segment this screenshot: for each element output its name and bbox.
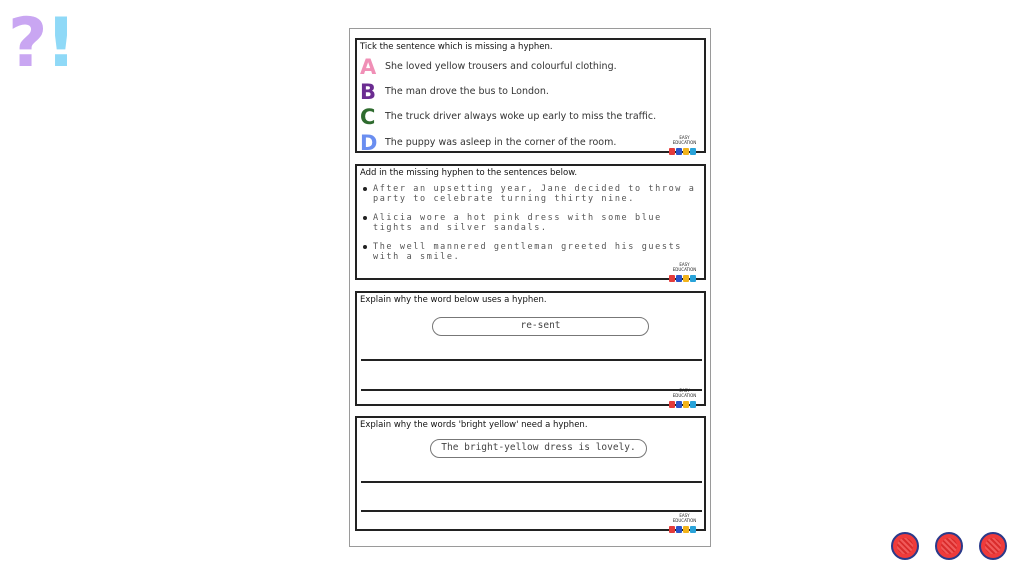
- option-c-text: The truck driver always woke up early to miss the traffic.: [385, 111, 657, 122]
- option-c[interactable]: [360, 106, 690, 128]
- add-hyphen-title: Add in the missing hyphen to the sentences below.: [360, 168, 578, 178]
- easy-education-logo: EASY EDUCATION: [668, 135, 701, 149]
- option-b-text: The man drove the bus to London.: [385, 86, 549, 97]
- red-scribble-circle-icon[interactable]: [935, 532, 963, 560]
- explain-words-title: Explain why the words 'bright yellow' need a hyphen.: [360, 420, 588, 430]
- option-a-text: She loved yellow trousers and colourful clothing.: [385, 61, 617, 72]
- letter-d-icon: D: [360, 131, 378, 155]
- explain-words-section: [355, 416, 706, 531]
- option-d[interactable]: [360, 132, 690, 154]
- explain-word-title: Explain why the word below uses a hyphen.: [360, 295, 547, 305]
- question-mark-icon: ?: [8, 4, 48, 83]
- red-scribble-circle-icon[interactable]: [891, 532, 919, 560]
- tick-section-title: Tick the sentence which is missing a hyphen.: [360, 42, 553, 52]
- sentence-list: [363, 184, 701, 271]
- add-hyphen-section: [355, 164, 706, 280]
- word-pill: re-sent: [432, 317, 649, 336]
- option-a[interactable]: [360, 56, 690, 78]
- explain-word-section: [355, 291, 706, 406]
- letter-c-icon: C: [360, 105, 376, 129]
- letter-a-icon: A: [360, 55, 377, 79]
- exclamation-mark-icon: !: [45, 4, 77, 83]
- question-exclamation-logo: [8, 4, 76, 84]
- list-item[interactable]: Alicia wore a hot pink dress with some blue tights and silver sandals.: [363, 213, 701, 233]
- easy-education-logo: EASY EDUCATION: [668, 388, 701, 402]
- option-d-text: The puppy was asleep in the corner of the room.: [385, 137, 617, 148]
- red-scribble-circle-icon[interactable]: [979, 532, 1007, 560]
- letter-b-icon: B: [360, 80, 377, 104]
- list-item[interactable]: The well mannered gentleman greeted his guests with a smile.: [363, 242, 701, 262]
- list-item[interactable]: After an upsetting year, Jane decided to throw a party to celebrate turning thirty nine.: [363, 184, 701, 204]
- answer-line[interactable]: [361, 389, 702, 391]
- worksheet: [349, 28, 711, 547]
- option-b[interactable]: [360, 81, 690, 103]
- answer-line[interactable]: [361, 359, 702, 361]
- easy-education-logo: EASY EDUCATION: [668, 262, 701, 276]
- sentence-pill: The bright-yellow dress is lovely.: [430, 439, 647, 458]
- tick-section: [355, 38, 706, 153]
- easy-education-logo: EASY EDUCATION: [668, 513, 701, 527]
- answer-line[interactable]: [361, 510, 702, 512]
- answer-line[interactable]: [361, 481, 702, 483]
